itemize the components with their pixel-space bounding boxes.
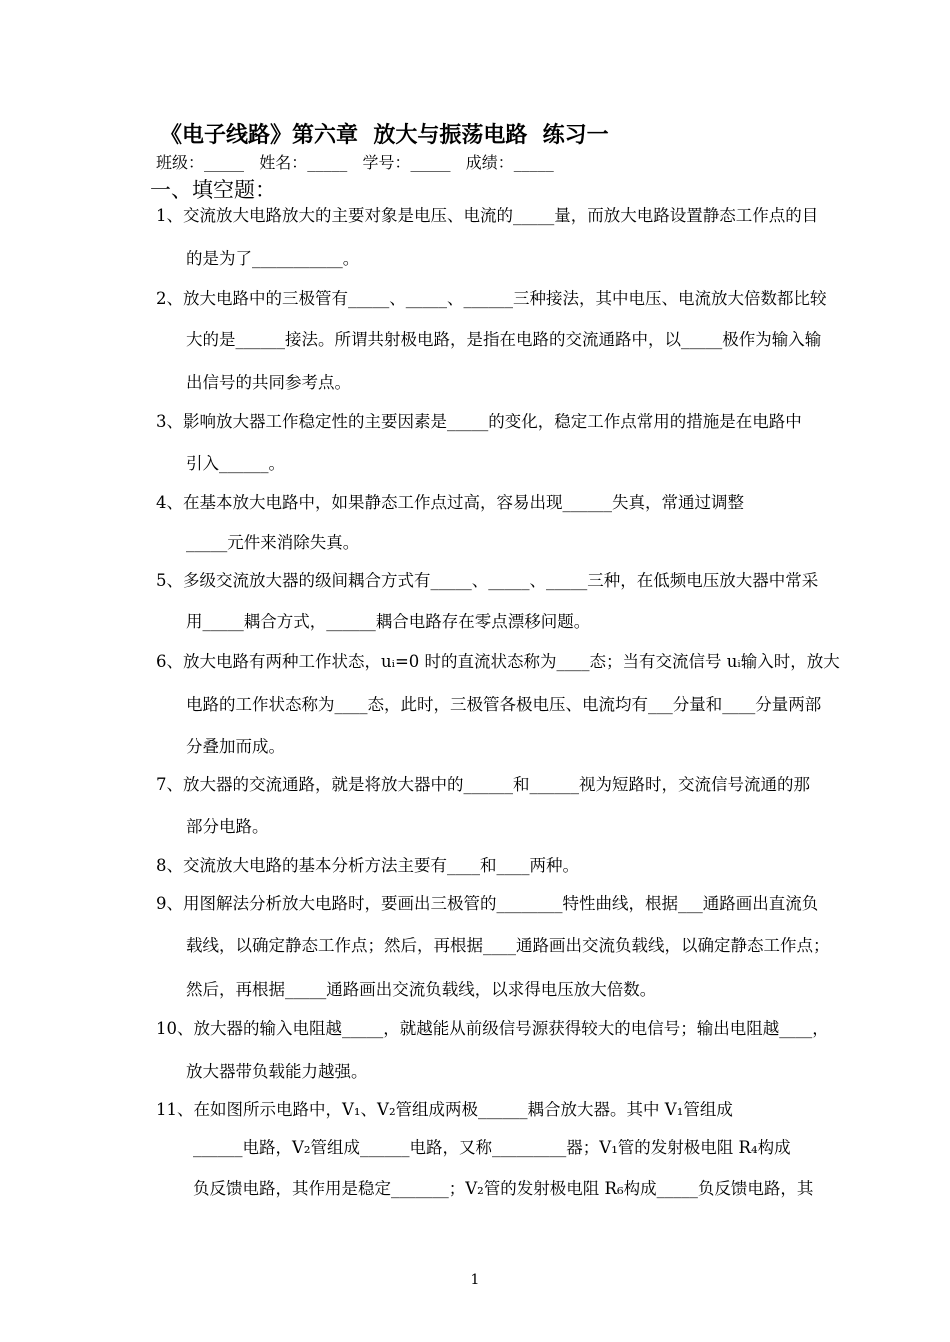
question-line: 6、放大电路有两种工作状态，uᵢ=0 时的直流状态称为____态；当有交流信号 uᵢ输入时，放大 — [156, 652, 840, 671]
document-title: 《电子线路》第六章 放大与振荡电路 练习一 — [160, 123, 609, 148]
question-line: 引入______。 — [186, 454, 285, 473]
question-line: 4、在基本放大电路中，如果静态工作点过高，容易出现______失真，常通过调整 — [156, 493, 744, 512]
question-line: 部分电路。 — [186, 817, 269, 836]
question-line: 1、交流放大电路放大的主要对象是电压、电流的_____量，而放大电路设置静态工作点的目 — [156, 206, 819, 225]
question-line: 7、放大器的交流通路，就是将放大器中的______和______视为短路时，交流信号流通的那 — [156, 775, 810, 794]
question-line: _____元件来消除失真。 — [186, 533, 360, 552]
question-line: 10、放大器的输入电阻越_____，就越能从前级信号源获得较大的电信号；输出电阻越____， — [156, 1019, 829, 1038]
question-line: 载线，以确定静态工作点；然后，再根据____通路画出交流负载线，以确定静态工作点； — [186, 936, 830, 955]
question-line: 用_____耦合方式，______耦合电路存在零点漂移问题。 — [186, 612, 591, 631]
question-line: 电路的工作状态称为____态，此时，三极管各极电压、电流均有___分量和____分量两部 — [186, 695, 822, 714]
student-info-line: 班级：_____ 姓名：_____ 学号：_____ 成绩：_____ — [156, 153, 554, 172]
question-line: 大的是______接法。所谓共射极电路，是指在电路的交流通路中，以_____极作为输入输 — [186, 330, 822, 349]
question-line: 负反馈电路，其作用是稳定_______；V₂管的发射极电阻 R₆构成_____负反馈电路，其 — [193, 1179, 814, 1198]
question-line: 然后，再根据_____通路画出交流负载线，以求得电压放大倍数。 — [186, 980, 657, 999]
question-line: 8、交流放大电路的基本分析方法主要有____和____两种。 — [156, 856, 579, 875]
section-heading: 一、填空题： — [150, 178, 276, 202]
page-number: 1 — [470, 1272, 480, 1288]
question-line: 11、在如图所示电路中，V₁、V₂管组成两极______耦合放大器。其中 V₁管组成 — [156, 1100, 733, 1119]
question-line: 9、用图解法分析放大电路时，要画出三极管的________特性曲线，根据___通路画出直流负 — [156, 894, 819, 913]
question-line: 5、多级交流放大器的级间耦合方式有_____、_____、_____三种，在低频电压放大器中常采 — [156, 571, 819, 590]
question-line: 出信号的共同参考点。 — [186, 373, 351, 392]
question-line: 3、影响放大器工作稳定性的主要因素是_____的变化，稳定工作点常用的措施是在电路中 — [156, 412, 802, 431]
question-line: ______电路，V₂管组成______电路，又称_________器；V₁管的发射极电阻 R₄构成 — [193, 1138, 791, 1157]
question-line: 分叠加而成。 — [186, 737, 285, 756]
question-line: 2、放大电路中的三极管有_____、_____、______三种接法，其中电压、电流放大倍数都比较 — [156, 289, 827, 308]
question-line: 的是为了___________。 — [186, 249, 360, 268]
question-line: 放大器带负载能力越强。 — [186, 1062, 368, 1081]
